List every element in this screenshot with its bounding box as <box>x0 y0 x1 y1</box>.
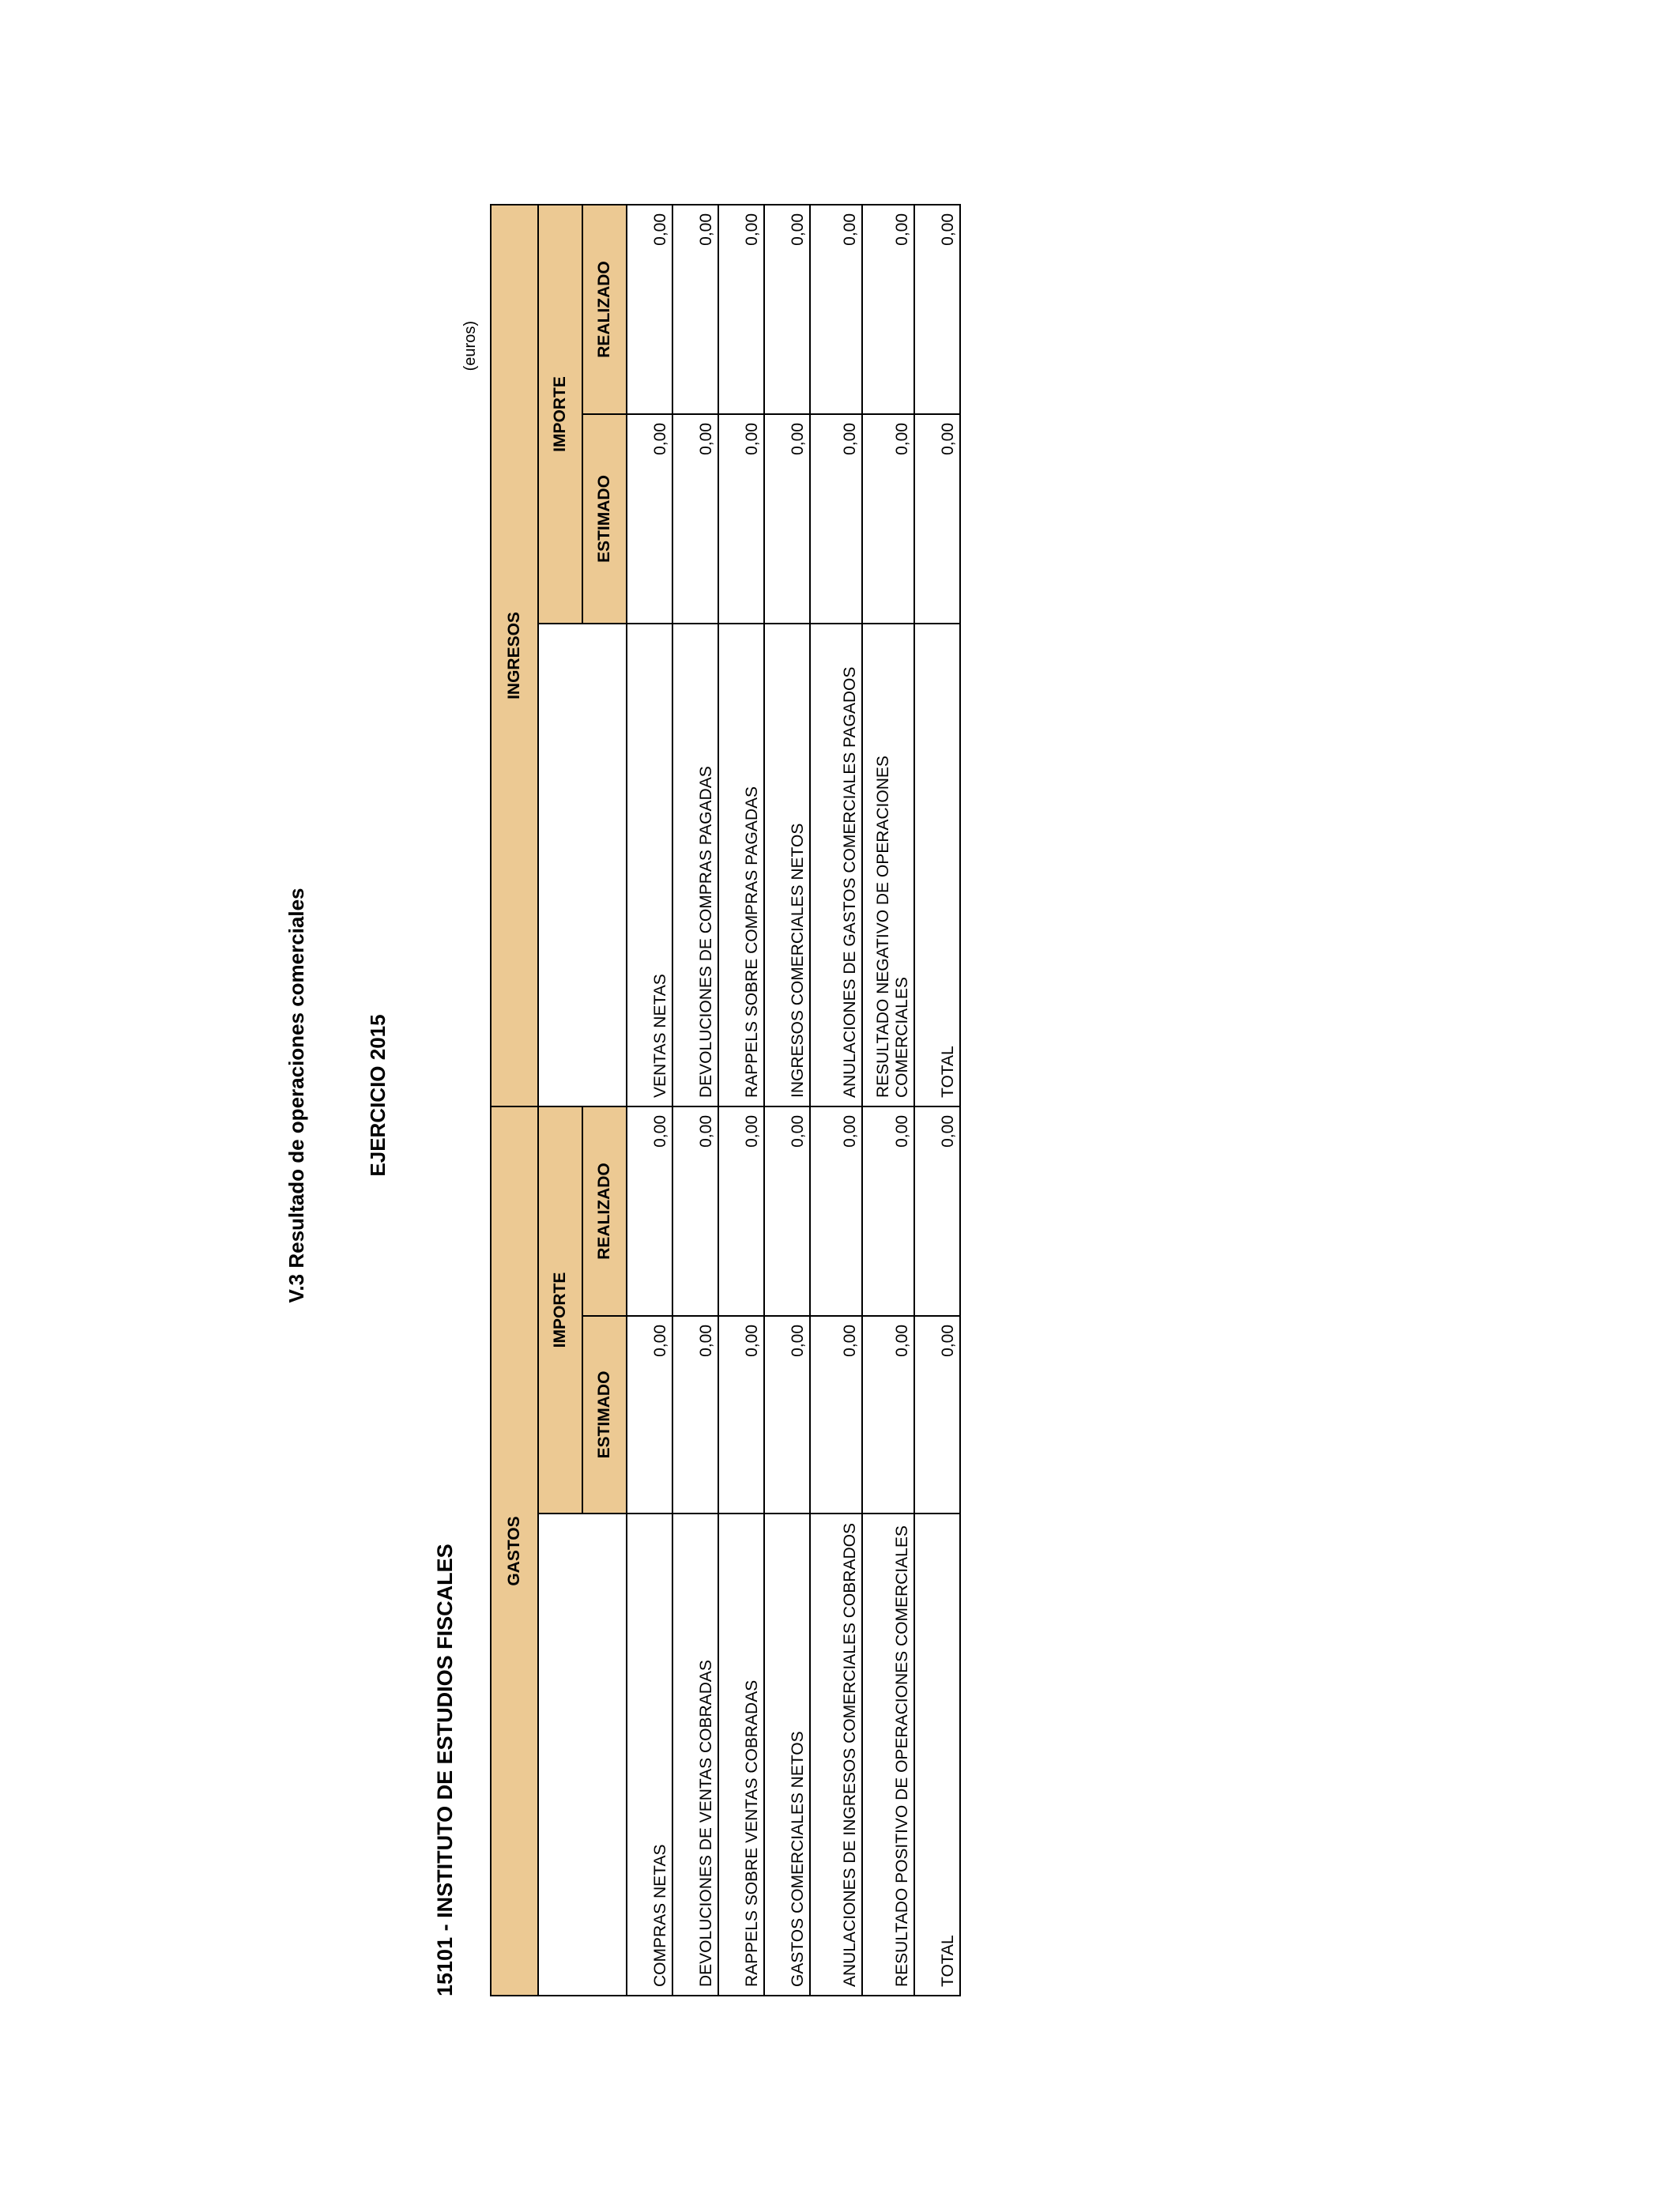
operations-table <box>490 204 961 1996</box>
gasto-concept: RAPPELS SOBRE VENTAS COBRADAS <box>718 1514 764 1996</box>
gasto-realizado: 0,00 <box>764 1106 810 1316</box>
ingreso-estimado: 0,00 <box>764 414 810 624</box>
table-row <box>718 205 764 1996</box>
gasto-concept: RESULTADO POSITIVO DE OPERACIONES COMERCIALES <box>862 1514 914 1996</box>
table-row <box>862 205 914 1996</box>
gasto-realizado: 0,00 <box>862 1106 914 1316</box>
gasto-realizado: 0,00 <box>718 1106 764 1316</box>
gasto-estimado: 0,00 <box>718 1316 764 1514</box>
units-label: (euros) <box>461 321 479 371</box>
header-ingresos: INGRESOS <box>491 205 538 1106</box>
ingreso-estimado: 0,00 <box>718 414 764 624</box>
gasto-estimado: 0,00 <box>764 1316 810 1514</box>
header-row-sections <box>491 205 538 1996</box>
ingreso-estimado: 0,00 <box>672 414 718 624</box>
header-gastos-estimado: ESTIMADO <box>582 1316 627 1514</box>
ingreso-realizado: 0,00 <box>862 205 914 414</box>
ingreso-realizado: 0,00 <box>764 205 810 414</box>
gasto-total-label: TOTAL <box>914 1514 960 1996</box>
ingreso-total-realizado: 0,00 <box>914 205 960 414</box>
header-gastos-importe: IMPORTE <box>538 1106 582 1514</box>
entity-name: 15101 - INSTITUTO DE ESTUDIOS FISCALES <box>433 1544 457 1996</box>
fiscal-year: EJERCICIO 2015 <box>366 1014 390 1177</box>
document-title: V.3 Resultado de operaciones comerciales <box>284 888 308 1303</box>
header-row-importe <box>538 205 582 1996</box>
header-ingresos-importe: IMPORTE <box>538 205 582 624</box>
gasto-total-estimado: 0,00 <box>914 1316 960 1514</box>
ingreso-concept: ANULACIONES DE GASTOS COMERCIALES PAGADOS <box>810 624 862 1106</box>
gasto-estimado: 0,00 <box>672 1316 718 1514</box>
header-ingresos-realizado: REALIZADO <box>582 205 627 414</box>
header-gastos-realizado: REALIZADO <box>582 1106 627 1316</box>
gasto-realizado: 0,00 <box>627 1106 672 1316</box>
table-row <box>672 205 718 1996</box>
table-row <box>627 205 672 1996</box>
gasto-total-realizado: 0,00 <box>914 1106 960 1316</box>
ingreso-realizado: 0,00 <box>810 205 862 414</box>
header-ingresos-concept <box>538 624 627 1106</box>
gasto-estimado: 0,00 <box>627 1316 672 1514</box>
header-gastos: GASTOS <box>491 1106 538 1996</box>
ingreso-concept: DEVOLUCIONES DE COMPRAS PAGADAS <box>672 624 718 1106</box>
ingreso-total-estimado: 0,00 <box>914 414 960 624</box>
ingreso-concept: INGRESOS COMERCIALES NETOS <box>764 624 810 1106</box>
table-row <box>764 205 810 1996</box>
ingreso-concept: RESULTADO NEGATIVO DE OPERACIONES COMERCIALES <box>862 624 914 1106</box>
ingreso-realizado: 0,00 <box>627 205 672 414</box>
ingreso-total-label: TOTAL <box>914 624 960 1106</box>
header-ingresos-estimado: ESTIMADO <box>582 414 627 624</box>
gasto-estimado: 0,00 <box>862 1316 914 1514</box>
ingreso-realizado: 0,00 <box>718 205 764 414</box>
header-gastos-concept <box>538 1514 627 1996</box>
ingreso-concept: RAPPELS SOBRE COMPRAS PAGADAS <box>718 624 764 1106</box>
table-row <box>810 205 862 1996</box>
table-row-total <box>914 205 960 1996</box>
landscape-sheet <box>284 187 980 2004</box>
ingreso-concept: VENTAS NETAS <box>627 624 672 1106</box>
ingreso-estimado: 0,00 <box>862 414 914 624</box>
gasto-concept: ANULACIONES DE INGRESOS COMERCIALES COBRADOS <box>810 1514 862 1996</box>
gasto-concept: GASTOS COMERCIALES NETOS <box>764 1514 810 1996</box>
ingreso-estimado: 0,00 <box>627 414 672 624</box>
ingreso-estimado: 0,00 <box>810 414 862 624</box>
gasto-realizado: 0,00 <box>672 1106 718 1316</box>
gasto-realizado: 0,00 <box>810 1106 862 1316</box>
gasto-concept: DEVOLUCIONES DE VENTAS COBRADAS <box>672 1514 718 1996</box>
gasto-concept: COMPRAS NETAS <box>627 1514 672 1996</box>
ingreso-realizado: 0,00 <box>672 205 718 414</box>
gasto-estimado: 0,00 <box>810 1316 862 1514</box>
